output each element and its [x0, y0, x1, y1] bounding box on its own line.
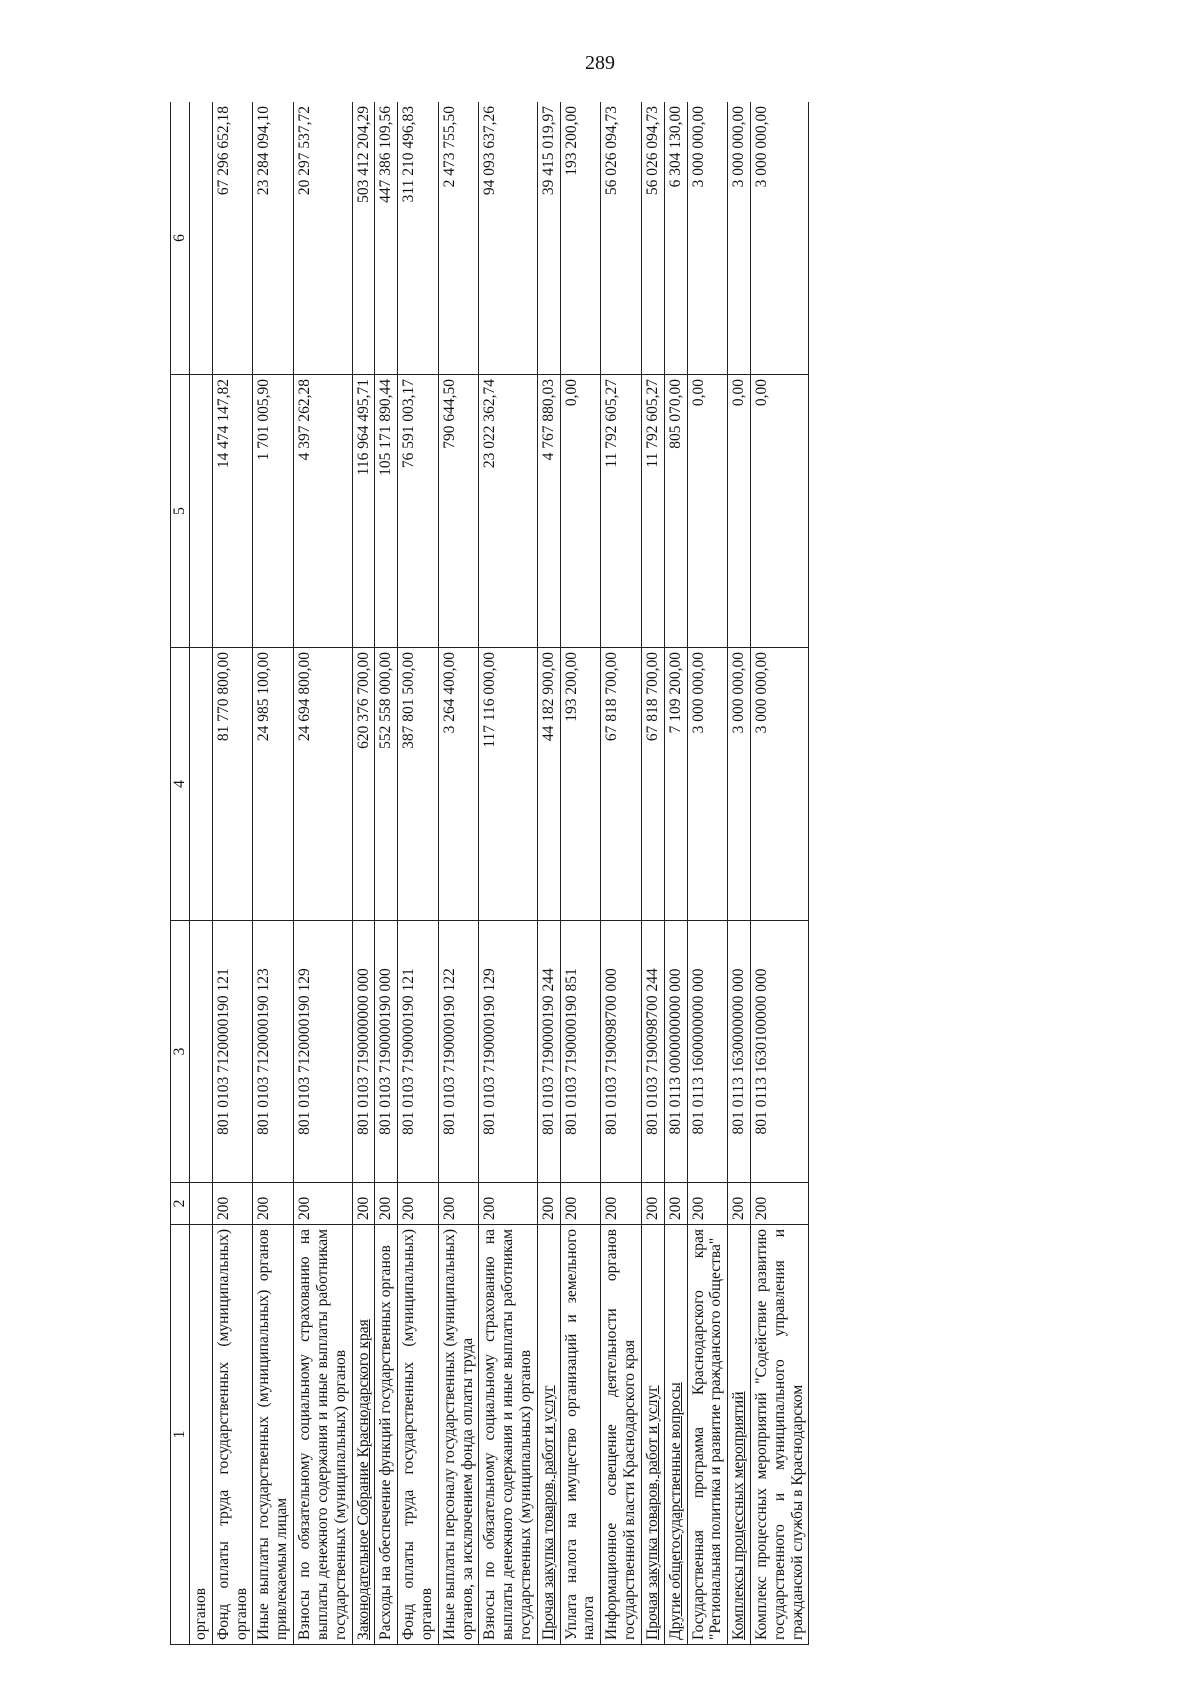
row-col6-value: 447 386 109,56 [375, 102, 398, 375]
budget-table-container [170, 102, 1136, 1645]
row-col5-value: 0,00 [560, 375, 601, 648]
row-admin-code: 200 [664, 1183, 687, 1225]
row-col5-value: 4 397 262,28 [294, 375, 352, 648]
row-col5-value: 790 644,50 [438, 375, 479, 648]
row-col4-value: 81 770 800,00 [212, 648, 253, 921]
row-name: Расходы на обеспечение функций государственных органов [375, 1225, 398, 1645]
row-col6-value: 67 296 652,18 [212, 102, 253, 375]
row-name: Иные выплаты государственных (муниципальных) органов привлекаемым лицам [253, 1225, 294, 1645]
row-col6-value: 39 415 019,97 [537, 102, 560, 375]
row-col4-value: 3 000 000,00 [728, 648, 751, 921]
header-col-2: 2 [171, 1183, 190, 1225]
row-budget-code: 801 0103 7190098700 000 [601, 921, 642, 1183]
table-row [294, 102, 352, 1645]
row-col6-value: 503 412 204,29 [352, 102, 375, 375]
row-budget-code: 801 0103 7190000000 000 [352, 921, 375, 1183]
row-name: Взносы по обязательному социальному страхованию на выплаты денежного содержания и иные выплаты работникам государственных (муниципальных) органов [294, 1225, 352, 1645]
table-row [728, 102, 751, 1645]
row-col5-value: 11 792 605,27 [641, 375, 664, 648]
header-col-4: 4 [171, 648, 190, 921]
table-header-row [171, 102, 190, 1645]
table-row [352, 102, 375, 1645]
header-col-3: 3 [171, 921, 190, 1183]
row-col5-value: 0,00 [728, 375, 751, 648]
row-col6-value: 193 200,00 [560, 102, 601, 375]
row-col4-value: 193 200,00 [560, 648, 601, 921]
row-name: Взносы по обязательному социальному страхованию на выплаты денежного содержания и иные выплаты работникам государственных (муниципальных) органов [479, 1225, 537, 1645]
row-name: Комплекс процессных мероприятий "Содействие развитию государственного и муниципального управления и гражданской службы в Краснодарском [750, 1225, 808, 1645]
row-col6-value: 311 210 496,83 [398, 102, 439, 375]
budget-table [170, 102, 809, 1645]
row-col6-value: 3 000 000,00 [687, 102, 728, 375]
row-budget-code: 801 0103 7120000190 121 [212, 921, 253, 1183]
row-budget-code: 801 0103 7190098700 244 [641, 921, 664, 1183]
row-admin-code: 200 [601, 1183, 642, 1225]
table-row [750, 102, 808, 1645]
row-budget-code: 801 0103 7190000190 851 [560, 921, 601, 1183]
row-budget-code: 801 0113 1600000000 000 [687, 921, 728, 1183]
table-row [438, 102, 479, 1645]
row-col4-value: 620 376 700,00 [352, 648, 375, 921]
table-row [537, 102, 560, 1645]
header-col-6: 6 [171, 102, 190, 375]
row-col5-value: 1 701 005,90 [253, 375, 294, 648]
row-admin-code: 200 [438, 1183, 479, 1225]
row-budget-code: 801 0103 7190000190 122 [438, 921, 479, 1183]
row-admin-code: 200 [560, 1183, 601, 1225]
row-col4-value [190, 648, 213, 921]
row-col4-value: 3 000 000,00 [687, 648, 728, 921]
row-col4-value: 67 818 700,00 [601, 648, 642, 921]
row-admin-code [190, 1183, 213, 1225]
table-row [601, 102, 642, 1645]
row-admin-code: 200 [687, 1183, 728, 1225]
row-budget-code: 801 0103 7190000190 121 [398, 921, 439, 1183]
row-budget-code [190, 921, 213, 1183]
row-col5-value: 14 474 147,82 [212, 375, 253, 648]
row-budget-code: 801 0103 7190000190 244 [537, 921, 560, 1183]
row-col4-value: 44 182 900,00 [537, 648, 560, 921]
row-admin-code: 200 [750, 1183, 808, 1225]
row-col4-value: 552 558 000,00 [375, 648, 398, 921]
rotated-table-layer [170, 102, 1136, 1645]
table-row [664, 102, 687, 1645]
row-admin-code: 200 [294, 1183, 352, 1225]
row-col5-value: 23 022 362,74 [479, 375, 537, 648]
row-budget-code: 801 0103 7190000190 129 [479, 921, 537, 1183]
row-col5-value [190, 375, 213, 648]
row-col6-value: 94 093 637,26 [479, 102, 537, 375]
row-name: Фонд оплаты труда государственных (муниципальных) органов [398, 1225, 439, 1645]
table-row [479, 102, 537, 1645]
row-budget-code: 801 0113 1630100000 000 [750, 921, 808, 1183]
row-col5-value: 805 070,00 [664, 375, 687, 648]
page-number: 289 [585, 52, 615, 74]
row-name: Прочая закупка товаров, работ и услуг [641, 1225, 664, 1645]
row-col5-value: 116 964 495,71 [352, 375, 375, 648]
row-budget-code: 801 0113 0000000000 000 [664, 921, 687, 1183]
row-col6-value: 2 473 755,50 [438, 102, 479, 375]
row-name: Законодательное Собрание Краснодарского края [352, 1225, 375, 1645]
row-col6-value: 56 026 094,73 [601, 102, 642, 375]
row-admin-code: 200 [728, 1183, 751, 1225]
row-col6-value: 3 000 000,00 [728, 102, 751, 375]
row-name: Государственная программа Краснодарского края "Региональная политика и развитие гражданского общества" [687, 1225, 728, 1645]
row-budget-code: 801 0103 7120000190 129 [294, 921, 352, 1183]
row-admin-code: 200 [537, 1183, 560, 1225]
row-col6-value: 3 000 000,00 [750, 102, 808, 375]
row-col6-value: 56 026 094,73 [641, 102, 664, 375]
row-col5-value: 0,00 [687, 375, 728, 648]
row-col4-value: 24 694 800,00 [294, 648, 352, 921]
row-col4-value: 3 000 000,00 [750, 648, 808, 921]
row-col4-value: 387 801 500,00 [398, 648, 439, 921]
row-col4-value: 67 818 700,00 [641, 648, 664, 921]
row-col4-value: 3 264 400,00 [438, 648, 479, 921]
row-admin-code: 200 [352, 1183, 375, 1225]
row-admin-code: 200 [398, 1183, 439, 1225]
row-name: Комплексы процессных мероприятий [728, 1225, 751, 1645]
table-row [641, 102, 664, 1645]
row-budget-code: 801 0103 7120000190 123 [253, 921, 294, 1183]
row-name: Информационное освещение деятельности органов государственной власти Краснодарского края [601, 1225, 642, 1645]
table-row [212, 102, 253, 1645]
row-admin-code: 200 [479, 1183, 537, 1225]
row-col6-value: 20 297 537,72 [294, 102, 352, 375]
table-row [398, 102, 439, 1645]
row-name: Другие общегосударственные вопросы [664, 1225, 687, 1645]
table-row [687, 102, 728, 1645]
row-admin-code: 200 [375, 1183, 398, 1225]
row-name: Прочая закупка товаров, работ и услуг [537, 1225, 560, 1645]
row-name: Фонд оплаты труда государственных (муниципальных) органов [212, 1225, 253, 1645]
row-budget-code: 801 0103 7190000190 000 [375, 921, 398, 1183]
row-admin-code: 200 [212, 1183, 253, 1225]
header-col-1: 1 [171, 1225, 190, 1645]
row-col4-value: 7 109 200,00 [664, 648, 687, 921]
row-budget-code: 801 0113 1630000000 000 [728, 921, 751, 1183]
row-col6-value [190, 102, 213, 375]
row-admin-code: 200 [253, 1183, 294, 1225]
row-col6-value: 23 284 094,10 [253, 102, 294, 375]
row-col5-value: 105 171 890,44 [375, 375, 398, 648]
table-row [253, 102, 294, 1645]
row-name: Уплата налога на имущество организаций и земельного налога [560, 1225, 601, 1645]
row-admin-code: 200 [641, 1183, 664, 1225]
row-name: Иные выплаты персоналу государственных (муниципальных) органов, за исключением фонда оплаты труда [438, 1225, 479, 1645]
table-row [375, 102, 398, 1645]
header-col-5: 5 [171, 375, 190, 648]
row-col5-value: 76 591 003,17 [398, 375, 439, 648]
row-col5-value: 11 792 605,27 [601, 375, 642, 648]
table-row [560, 102, 601, 1645]
row-col6-value: 6 304 130,00 [664, 102, 687, 375]
row-col5-value: 0,00 [750, 375, 808, 648]
row-col4-value: 117 116 000,00 [479, 648, 537, 921]
row-name: органов [190, 1225, 213, 1645]
row-col4-value: 24 985 100,00 [253, 648, 294, 921]
row-col5-value: 4 767 880,03 [537, 375, 560, 648]
table-row [190, 102, 213, 1645]
